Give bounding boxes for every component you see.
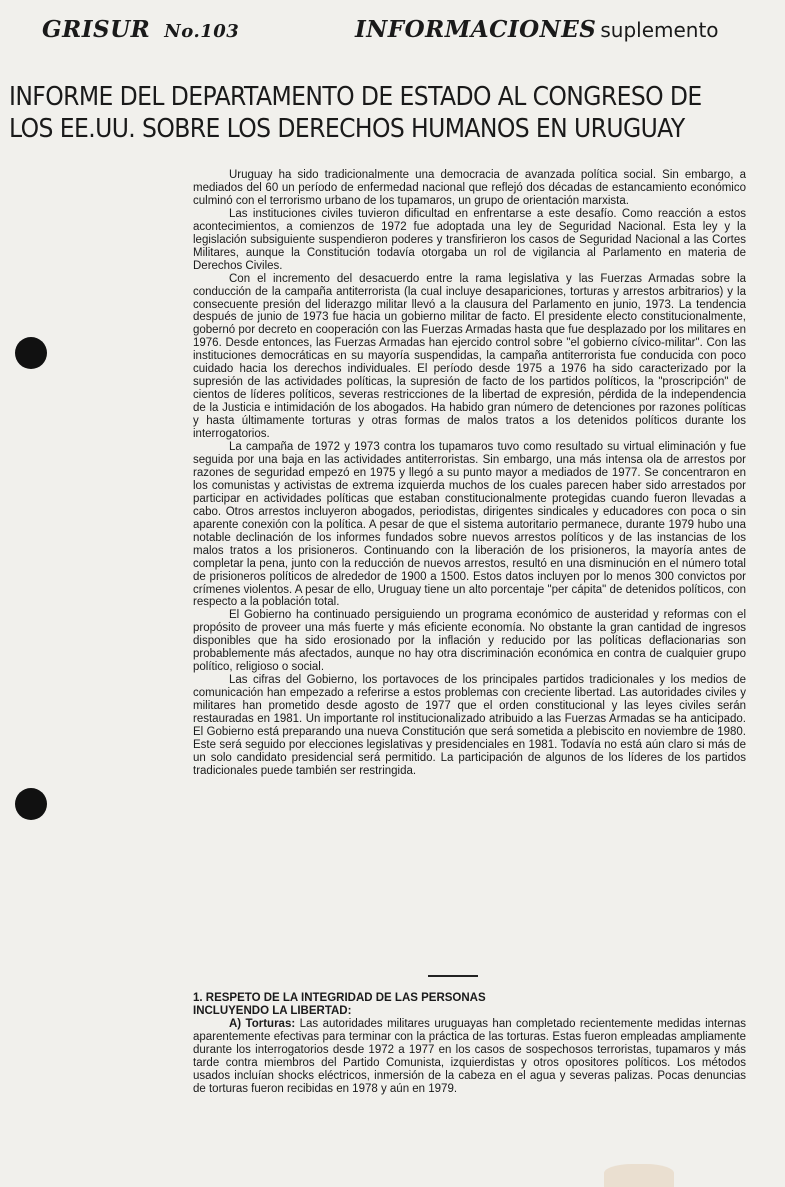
headline-line-1: INFORME DEL DEPARTAMENTO DE ESTADO AL CONGRESO DE (9, 81, 702, 112)
paragraph-1: Uruguay ha sido tradicionalmente una democracia de avanzada política social. Sin embargo, a mediados del 60 un período de enfermedad nacional que reflejó dos décadas de estancamiento económico culminó con el terrorismo urbano de los tupamaros, un grupo de orientación marxista. (193, 169, 746, 207)
paragraph-4: La campaña de 1972 y 1973 contra los tupamaros tuvo como resultado su virtual eliminación y fue seguida por una baja en las actividades antiterroristas. Sin embargo, una más intensa ola de arrestos por razones de seguridad empezó en 1975 y llegó a su punto mayor a mediados de 1977. Se concentraron en los comunistas y activistas de extrema izquierda muchos de los cuales parecen haber sido arrestados por participar en actividades políticas que estaban constitucionalmente protegidas cuando fueron llevadas a cabo. Otros arrestos incluyeron abogados, periodistas, dirigentes sindicales y educadores con poca o sin aparente conexión con la política. A pesar de que el sistema autoritario permanece, durante 1979 hubo una notable declinación de los informes fundados sobre nuevos arrestos políticos y de las instancias de los malos tratos a los prisioneros. Continuando con la liberación de los prisioneros, la mayoría antes de completar la pena, junto con la reducción de nuevos arrestos, resultó en una disminución en el número total de prisioneros políticos de alrededor de 1900 a 1500. Estos datos incluyen por lo menos 300 convictos por crímenes violentos. A pesar de ello, Uruguay tiene un alto porcentaje "per cápita" de detenidos políticos, con respecto a la población total. (193, 441, 746, 609)
publication-title (42, 16, 239, 43)
torturas-subhead: A) Torturas: (229, 1017, 296, 1030)
section-1-heading-line-1: 1. RESPETO DE LA INTEGRIDAD DE LAS PERSONAS (193, 992, 486, 1004)
paragraph-2: Las instituciones civiles tuvieron dificultad en enfrentarse a este desafío. Como reacción a estos acontecimientos, a comienzos de 1972 fue adoptada una ley de Seguridad Nacional. Esta ley y la legislación subsiguiente suspendieron poderes y transfirieron los casos de Seguridad Nacional a las Cortes Militares, aunque la Constitución todavía otorgaba un rol de vigilancia al Parlamento en materia de Derechos Civiles. (193, 207, 746, 272)
publication-name: GRISUR (42, 16, 151, 43)
section-name: INFORMACIONES (355, 16, 597, 43)
headline-line-2: LOS EE.UU. SOBRE LOS DERECHOS HUMANOS EN URUGUAY (9, 113, 685, 144)
paragraph-5: El Gobierno ha continuado persiguiendo un programa económico de austeridad y reformas con el propósito de proveer una más fuerte y más eficiente economía. No obstante la gran cantidad de ingresos disponibles que ha sido erosionado por la inflación y reducido por las políticas deflacionarias son probablemente más afectados, aunque no hay otra discriminación económica en contra de cualquier grupo político, religioso o social. (193, 609, 746, 674)
binder-hole-bottom (15, 788, 47, 820)
section-1-paragraph (193, 1018, 746, 1096)
section-1 (193, 992, 746, 1096)
section-1-heading-line-2: INCLUYENDO LA LIBERTAD: (193, 1004, 352, 1017)
binder-hole-top (15, 337, 47, 369)
masthead (42, 14, 785, 54)
section-divider (428, 975, 478, 977)
paragraph-3: Con el incremento del desacuerdo entre la rama legislativa y las Fuerzas Armadas sobre la conducción de la campaña antiterrorista (la cual incluye desapariciones, torturas y arrestos arbitrarios) y la consecuente presión del liderazgo militar llevó a la clausura del Parlamento en junio, 1973. La tendencia después de junio de 1973 fue hacia un gobierno militar de facto. El presidente electo constitucionalmente, gobernó por decreto en cooperación con las Fuerzas Armadas hasta que fue desplazado por los militares en 1976. Desde entonces, las Fuerzas Armadas han ejercido control sobre "el gobierno cívico-militar". Con las instituciones democráticas en su mayoría suspendidas, la campaña antiterrorista fue conducida con poco cuidado hacia los derechos individuales. El período desde 1975 a 1976 ha sido caracterizado por la supresión de las actividades políticas, la supresión de facto de los partidos políticos, la "proscripción" de cientos de líderes políticos, severas restricciones de la libertad de expresión, pérdida de la independencia de la Justicia e intimidación de los abogados. Ha habido gran número de detenciones por razones políticas y hasta últimamente torturas y otras formas de malos tratos a los detenidos políticos durante los interrogatorios. (193, 272, 746, 441)
issue-number: No.103 (164, 21, 240, 42)
article-headline (9, 80, 785, 145)
article-body (193, 169, 746, 778)
paragraph-6: Las cifras del Gobierno, los portavoces de los principales partidos tradicionales y los medios de comunicación han empezado a referirse a estos problemas con creciente libertad. Las autoridades civiles y militares han prometido desde agosto de 1977 que el orden constitucional y las leyes civiles serán restauradas en 1981. Un importante rol institucionalizado atribuido a las Fuerzas Armadas se ha anticipado. El Gobierno está preparando una nueva Constitución que será sometida a plebiscito en noviembre de 1980. Este será seguido por elecciones legislativas y presidenciales en 1981. Todavía no está aún claro si más de un solo candidato presidencial será permitido. La participación de algunos de los líderes de los partidos tradicionales puede también ser restringida. (193, 674, 746, 777)
section-title (355, 16, 719, 43)
paper-stain (604, 1164, 674, 1187)
torturas-text: Las autoridades militares uruguayas han completado recientemente medidas internas aparentemente efectivas para terminar con la práctica de las torturas. Estas fueron empleadas ampliamente durante los interrogatorios desde 1972 a 1977 en los casos de sospechosos terroristas, tupamaros y más tarde contra miembros del Partido Comunista, izquierdistas y otros opositores políticos. Los métodos usados incluían shocks eléctricos, inmersión de la cabeza en el agua y severas palizas. Pocas denuncias de torturas fueron recibidas en 1978 y aún en 1979. (193, 1017, 747, 1095)
section-suffix: suplemento (600, 18, 719, 42)
